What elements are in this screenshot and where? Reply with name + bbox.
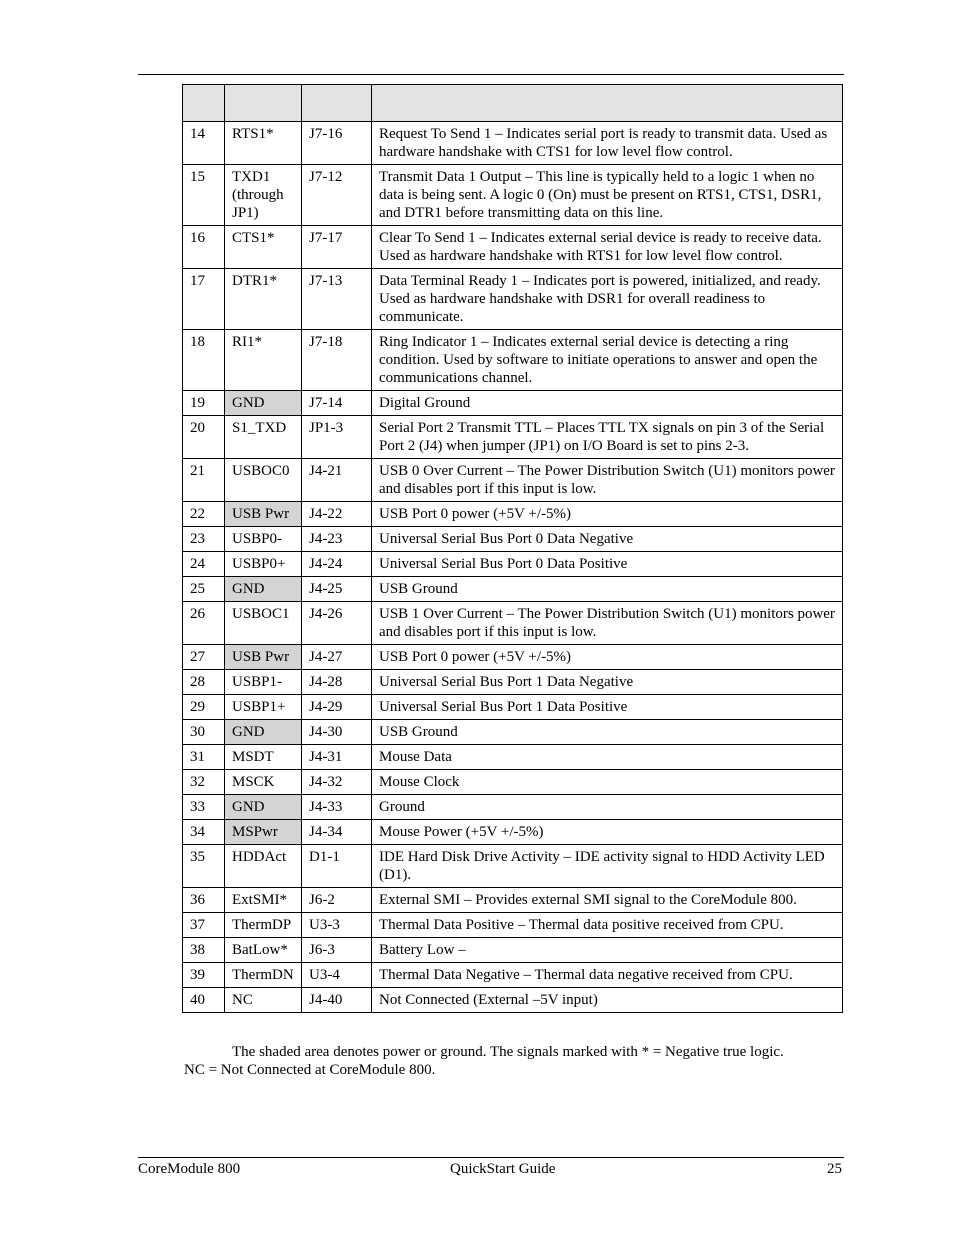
description-cell: Mouse Power (+5V +/-5%) bbox=[372, 820, 843, 845]
description-cell: Thermal Data Negative – Thermal data negative received from CPU. bbox=[372, 963, 843, 988]
description-cell: Transmit Data 1 Output – This line is typically held to a logic 1 when no data is being sent. A logic 0 (On) must be present on RTS1, CTS1, DSR1, and DTR1 before transmitting data on this line. bbox=[372, 165, 843, 226]
description-cell: Ring Indicator 1 – Indicates external serial device is detecting a ring condition. Used by software to initiate operations to answer and open the communications channel. bbox=[372, 330, 843, 391]
signal-name-cell: GND bbox=[225, 391, 302, 416]
table-row bbox=[183, 459, 843, 502]
connector-pin-cell: J7-14 bbox=[302, 391, 372, 416]
connector-pin-cell: J4-29 bbox=[302, 695, 372, 720]
page-number: 25 bbox=[827, 1161, 842, 1177]
description-cell: USB Ground bbox=[372, 577, 843, 602]
table-row bbox=[183, 720, 843, 745]
signal-name-cell: ThermDN bbox=[225, 963, 302, 988]
pin-number-cell: 26 bbox=[183, 602, 225, 645]
signal-name-cell: USB Pwr bbox=[225, 502, 302, 527]
signal-name-cell: USBOC0 bbox=[225, 459, 302, 502]
connector-pin-cell: D1-1 bbox=[302, 845, 372, 888]
table-footnote bbox=[184, 1043, 844, 1079]
description-cell: IDE Hard Disk Drive Activity – IDE activity signal to HDD Activity LED (D1). bbox=[372, 845, 843, 888]
table-row bbox=[183, 695, 843, 720]
connector-pin-cell: J4-21 bbox=[302, 459, 372, 502]
connector-pin-cell: U3-4 bbox=[302, 963, 372, 988]
table-row bbox=[183, 165, 843, 226]
pin-number-cell: 25 bbox=[183, 577, 225, 602]
description-cell: Not Connected (External –5V input) bbox=[372, 988, 843, 1013]
description-cell: Universal Serial Bus Port 1 Data Positive bbox=[372, 695, 843, 720]
signal-name-cell: USBP1- bbox=[225, 670, 302, 695]
signal-name-cell: DTR1* bbox=[225, 269, 302, 330]
signal-name-cell: NC bbox=[225, 988, 302, 1013]
pin-number-cell: 18 bbox=[183, 330, 225, 391]
signal-name-cell: RTS1* bbox=[225, 122, 302, 165]
footer-doc-title: CoreModule 800 bbox=[138, 1161, 241, 1177]
header-cell bbox=[225, 85, 302, 122]
table-row bbox=[183, 269, 843, 330]
pin-number-cell: 35 bbox=[183, 845, 225, 888]
signal-name-cell: MSCK bbox=[225, 770, 302, 795]
pin-number-cell: 30 bbox=[183, 720, 225, 745]
connector-pin-cell: J7-16 bbox=[302, 122, 372, 165]
pin-number-cell: 24 bbox=[183, 552, 225, 577]
pin-number-cell: 17 bbox=[183, 269, 225, 330]
signal-name-cell: S1_TXD bbox=[225, 416, 302, 459]
description-cell: Universal Serial Bus Port 1 Data Negative bbox=[372, 670, 843, 695]
table-row bbox=[183, 963, 843, 988]
table-row bbox=[183, 988, 843, 1013]
pin-number-cell: 22 bbox=[183, 502, 225, 527]
connector-pin-cell: J4-27 bbox=[302, 645, 372, 670]
pin-number-cell: 19 bbox=[183, 391, 225, 416]
table-row bbox=[183, 795, 843, 820]
signal-name-cell: ThermDP bbox=[225, 913, 302, 938]
connector-pin-cell: J4-32 bbox=[302, 770, 372, 795]
table-row bbox=[183, 122, 843, 165]
signal-name-cell: MSPwr bbox=[225, 820, 302, 845]
pin-number-cell: 31 bbox=[183, 745, 225, 770]
table-row bbox=[183, 670, 843, 695]
connector-pin-cell: J4-34 bbox=[302, 820, 372, 845]
pin-number-cell: 23 bbox=[183, 527, 225, 552]
signal-name-cell: RI1* bbox=[225, 330, 302, 391]
pin-number-cell: 28 bbox=[183, 670, 225, 695]
description-cell: Ground bbox=[372, 795, 843, 820]
connector-pin-cell: J7-13 bbox=[302, 269, 372, 330]
connector-pin-cell: J7-17 bbox=[302, 226, 372, 269]
header-cell bbox=[372, 85, 843, 122]
table-row bbox=[183, 888, 843, 913]
table-row bbox=[183, 552, 843, 577]
pin-table bbox=[182, 84, 843, 1013]
description-cell: Request To Send 1 – Indicates serial port is ready to transmit data. Used as hardware handshake with CTS1 for low level flow control. bbox=[372, 122, 843, 165]
pin-number-cell: 14 bbox=[183, 122, 225, 165]
header-cell bbox=[302, 85, 372, 122]
table-row bbox=[183, 416, 843, 459]
pin-number-cell: 16 bbox=[183, 226, 225, 269]
table-row bbox=[183, 770, 843, 795]
connector-pin-cell: J4-24 bbox=[302, 552, 372, 577]
table-row bbox=[183, 938, 843, 963]
signal-name-cell: BatLow* bbox=[225, 938, 302, 963]
table-row bbox=[183, 502, 843, 527]
pin-number-cell: 21 bbox=[183, 459, 225, 502]
header-rule bbox=[138, 74, 844, 75]
signal-name-cell: USB Pwr bbox=[225, 645, 302, 670]
header-cell bbox=[183, 85, 225, 122]
connector-pin-cell: J4-40 bbox=[302, 988, 372, 1013]
signal-name-cell: USBP0- bbox=[225, 527, 302, 552]
footnote-line-1: The shaded area denotes power or ground. The signals marked with * = Negative true logic. bbox=[232, 1044, 784, 1060]
table-header-row bbox=[183, 85, 843, 122]
signal-name-cell: CTS1* bbox=[225, 226, 302, 269]
connector-pin-cell: J4-28 bbox=[302, 670, 372, 695]
footer-rule bbox=[138, 1157, 844, 1158]
pin-number-cell: 40 bbox=[183, 988, 225, 1013]
description-cell: Data Terminal Ready 1 – Indicates port is powered, initialized, and ready. Used as hardware handshake with DSR1 for overall readiness to communicate. bbox=[372, 269, 843, 330]
description-cell: USB 1 Over Current – The Power Distribution Switch (U1) monitors power and disables port if this input is low. bbox=[372, 602, 843, 645]
table-row bbox=[183, 913, 843, 938]
description-cell: Thermal Data Positive – Thermal data positive received from CPU. bbox=[372, 913, 843, 938]
description-cell: Universal Serial Bus Port 0 Data Positive bbox=[372, 552, 843, 577]
connector-pin-cell: J6-3 bbox=[302, 938, 372, 963]
pin-number-cell: 34 bbox=[183, 820, 225, 845]
description-cell: USB Ground bbox=[372, 720, 843, 745]
description-cell: USB Port 0 power (+5V +/-5%) bbox=[372, 502, 843, 527]
pin-number-cell: 37 bbox=[183, 913, 225, 938]
description-cell: USB Port 0 power (+5V +/-5%) bbox=[372, 645, 843, 670]
table-row bbox=[183, 226, 843, 269]
pin-number-cell: 38 bbox=[183, 938, 225, 963]
table-row bbox=[183, 845, 843, 888]
description-cell: Digital Ground bbox=[372, 391, 843, 416]
description-cell: Mouse Data bbox=[372, 745, 843, 770]
table-row bbox=[183, 602, 843, 645]
table-row bbox=[183, 527, 843, 552]
pin-number-cell: 32 bbox=[183, 770, 225, 795]
connector-pin-cell: J4-30 bbox=[302, 720, 372, 745]
description-cell: Universal Serial Bus Port 0 Data Negative bbox=[372, 527, 843, 552]
footnote-line-2: NC = Not Connected at CoreModule 800. bbox=[184, 1062, 436, 1078]
pin-number-cell: 20 bbox=[183, 416, 225, 459]
connector-pin-cell: J7-12 bbox=[302, 165, 372, 226]
description-cell: Serial Port 2 Transmit TTL – Places TTL TX signals on pin 3 of the Serial Port 2 (J4) when jumper (JP1) on I/O Board is set to pins 2-3. bbox=[372, 416, 843, 459]
signal-name-cell: GND bbox=[225, 577, 302, 602]
connector-pin-cell: JP1-3 bbox=[302, 416, 372, 459]
table-row bbox=[183, 330, 843, 391]
footer-guide-name: QuickStart Guide bbox=[450, 1161, 556, 1177]
signal-name-cell: TXD1 (through JP1) bbox=[225, 165, 302, 226]
connector-pin-cell: J4-31 bbox=[302, 745, 372, 770]
pin-number-cell: 27 bbox=[183, 645, 225, 670]
signal-name-cell: GND bbox=[225, 720, 302, 745]
signal-name-cell: USBP1+ bbox=[225, 695, 302, 720]
table-row bbox=[183, 745, 843, 770]
table-row bbox=[183, 577, 843, 602]
connector-pin-cell: J4-25 bbox=[302, 577, 372, 602]
connector-pin-cell: J7-18 bbox=[302, 330, 372, 391]
pin-number-cell: 36 bbox=[183, 888, 225, 913]
description-cell: USB 0 Over Current – The Power Distribution Switch (U1) monitors power and disables port if this input is low. bbox=[372, 459, 843, 502]
connector-pin-cell: J4-22 bbox=[302, 502, 372, 527]
pin-number-cell: 29 bbox=[183, 695, 225, 720]
connector-pin-cell: J4-33 bbox=[302, 795, 372, 820]
table-row bbox=[183, 820, 843, 845]
connector-pin-cell: U3-3 bbox=[302, 913, 372, 938]
signal-name-cell: HDDAct bbox=[225, 845, 302, 888]
signal-name-cell: GND bbox=[225, 795, 302, 820]
description-cell: Mouse Clock bbox=[372, 770, 843, 795]
description-cell: External SMI – Provides external SMI signal to the CoreModule 800. bbox=[372, 888, 843, 913]
connector-pin-cell: J4-23 bbox=[302, 527, 372, 552]
table-row bbox=[183, 391, 843, 416]
signal-name-cell: USBOC1 bbox=[225, 602, 302, 645]
pin-number-cell: 39 bbox=[183, 963, 225, 988]
description-cell: Battery Low – bbox=[372, 938, 843, 963]
description-cell: Clear To Send 1 – Indicates external serial device is ready to receive data. Used as hardware handshake with RTS1 for low level flow control. bbox=[372, 226, 843, 269]
table-row bbox=[183, 645, 843, 670]
pin-number-cell: 15 bbox=[183, 165, 225, 226]
connector-pin-cell: J6-2 bbox=[302, 888, 372, 913]
signal-name-cell: ExtSMI* bbox=[225, 888, 302, 913]
connector-pin-cell: J4-26 bbox=[302, 602, 372, 645]
signal-name-cell: USBP0+ bbox=[225, 552, 302, 577]
signal-name-cell: MSDT bbox=[225, 745, 302, 770]
pin-number-cell: 33 bbox=[183, 795, 225, 820]
